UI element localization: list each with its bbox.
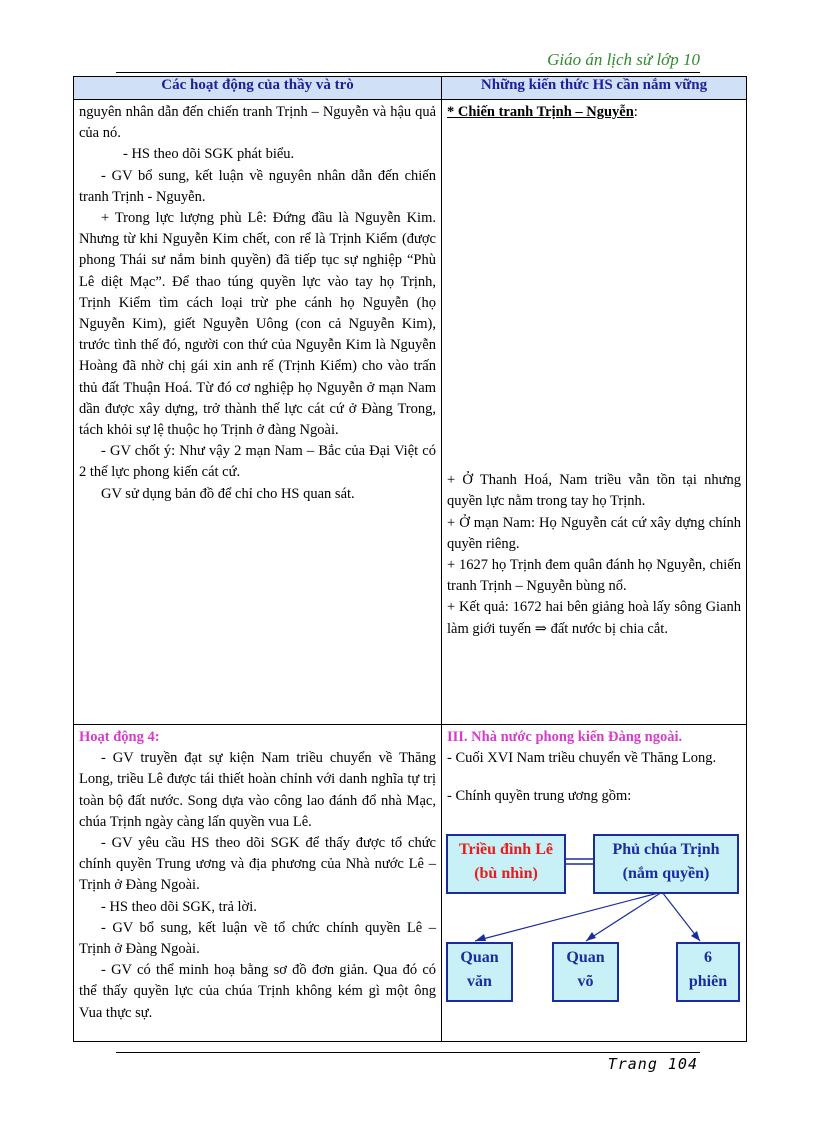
- war-heading-colon: :: [633, 104, 638, 120]
- row1-right-para: + 1627 họ Trịnh đem quân đánh họ Nguyễn, chiến tranh Trịnh – Nguyễn bùng nổ.: [447, 557, 741, 595]
- row1-right-cell: [442, 100, 747, 725]
- row1-left-para: - GV chốt ý: Như vậy 2 mạn Nam – Bắc của Đại Việt có 2 thế lực phong kiến cát cứ.: [79, 443, 436, 481]
- box-phien-line: phiên: [688, 972, 728, 990]
- government-diagram: [442, 812, 746, 1012]
- page-number: Trang 104: [607, 1055, 698, 1073]
- table-header-row: [74, 77, 747, 100]
- row1-left-para: - HS theo dõi SGK phát biểu.: [123, 146, 295, 163]
- box-vo-line: võ: [577, 972, 594, 990]
- row2-right-para: - Chính quyền trung ương gồm:: [447, 788, 632, 805]
- row2-left-cell: [74, 725, 442, 1042]
- box-trinh-line: Phủ chúa Trịnh: [612, 840, 720, 858]
- link-to-quan-vo: [586, 892, 662, 941]
- box-trieu-dinh-le: [446, 834, 566, 894]
- row2-right-cell: [442, 725, 747, 1042]
- lesson-table: [73, 76, 747, 1042]
- row1-right-para: + Ở Thanh Hoá, Nam triều vẫn tồn tại nhưng quyền lực nằm trong tay họ Trịnh.: [447, 472, 741, 510]
- arrow-head: [475, 934, 486, 941]
- row1-left-para: - GV bổ sung, kết luận về nguyên nhân dẫn đến chiến tranh Trịnh - Nguyễn.: [79, 167, 436, 205]
- table-row: [74, 100, 747, 725]
- row2-left-para: - GV bổ sung, kết luận về tổ chức chính quyền Lê – Trịnh ở Đàng Ngoài.: [79, 919, 436, 958]
- footer-rule: [116, 1052, 700, 1053]
- box-van-line: Quan: [460, 948, 499, 966]
- box-phu-chua-trinh: [593, 834, 739, 894]
- box-trinh-line: (nắm quyền): [622, 864, 710, 882]
- row2-left-para: - HS theo dõi SGK, trả lời.: [101, 898, 257, 915]
- row2-left-para: - GV truyền đạt sự kiện Nam triều chuyển về Thăng Long, triều Lê được tái thiết hoàn chỉnh với danh nghĩa tự trị toàn bộ đất nước. Song dựa vào công lao đánh đổ nhà Mạc, chúa Trịnh ngày càng lấn quyền vua Lê.: [79, 750, 436, 830]
- box-quan-vo: [552, 942, 619, 1002]
- box-quan-van: [446, 942, 513, 1002]
- box-vo-line: Quan: [566, 948, 605, 966]
- box-le-line: Triều đình Lê: [459, 840, 553, 858]
- row2-left-para: - GV yêu cầu HS theo dõi SGK để thấy được tổ chức chính quyền Trung ương và địa phương của Nhà nước Lê – Trịnh ở Đàng Ngoài.: [79, 835, 436, 894]
- box-le-line: (bù nhìn): [474, 864, 538, 882]
- document-header-title: Giáo án lịch sử lớp 10: [547, 50, 700, 69]
- row1-left-para: nguyên nhân dẫn đến chiến tranh Trịnh – Nguyễn và hậu quả của nó.: [79, 104, 436, 142]
- header-rule: [116, 72, 700, 73]
- link-to-quan-van: [475, 892, 662, 941]
- box-van-line: văn: [467, 972, 492, 990]
- row1-left-para: + Trong lực lượng phù Lê: Đứng đầu là Nguyễn Kim. Nhưng từ khi Nguyễn Kim chết, con rể là Trịnh Kiểm (được phong Thái sư nắm binh quyền) đã tiếp tục sự nghiệp “Phù Lê diệt Mạc”. Để thao túng quyền lực vào tay họ Trịnh, Trịnh Kiểm tìm cách loại trừ phe cánh họ Nguyễn (họ Nguyễn Kim), giết Nguyễn Uông (con cả Nguyễn Kim), trước tình thế đó, người con thứ của Nguyễn Kim là Nguyễn Hoàng đã nhờ chị gái xin anh rể (Trịnh Kiểm) cho vào trấn thủ đất Thuận Hoá. Từ đó cơ nghiệp họ Nguyễn ở mạn Nam dần được xây dựng, trở thành thế lực cát cứ ở Đàng Trong, tách khỏi sự lệ thuộc họ Trịnh ở đàng Ngoài.: [79, 210, 436, 439]
- col-header-knowledge: Những kiến thức HS cần nắm vững: [442, 77, 747, 100]
- row1-left-cell: [74, 100, 442, 725]
- arrow-head: [586, 932, 596, 941]
- row1-right-para: + Ở mạn Nam: Họ Nguyễn cát cứ xây dựng chính quyền riêng.: [447, 514, 741, 552]
- box-6-phien: [676, 942, 740, 1002]
- section-title: III. Nhà nước phong kiến Đàng ngoài.: [447, 729, 683, 745]
- row1-left-para: GV sử dụng bản đồ để chỉ cho HS quan sát.: [101, 485, 355, 502]
- activity-title: Hoạt động 4:: [79, 729, 160, 745]
- row1-right-para: + Kết quả: 1672 hai bên giảng hoà lấy sông Gianh làm giới tuyến ⇒ đất nước bị chia cắt.: [447, 599, 741, 637]
- box-phien-line: 6: [704, 948, 712, 966]
- row2-left-para: - GV có thể minh hoạ bằng sơ đồ đơn giản. Qua đó có thể thấy quyền lực của chúa Trịnh không kém gì một ông Vua thực sự.: [79, 962, 436, 1021]
- col-header-activities: Các hoạt động của thầy và trò: [74, 77, 442, 100]
- war-heading-text: * Chiến tranh Trịnh – Nguyễn: [447, 104, 634, 120]
- arrow-head: [691, 931, 700, 941]
- table-row: [74, 725, 747, 1042]
- war-heading: [447, 102, 741, 123]
- row2-right-para: - Cuối XVI Nam triều chuyển về Thăng Long.: [447, 750, 717, 767]
